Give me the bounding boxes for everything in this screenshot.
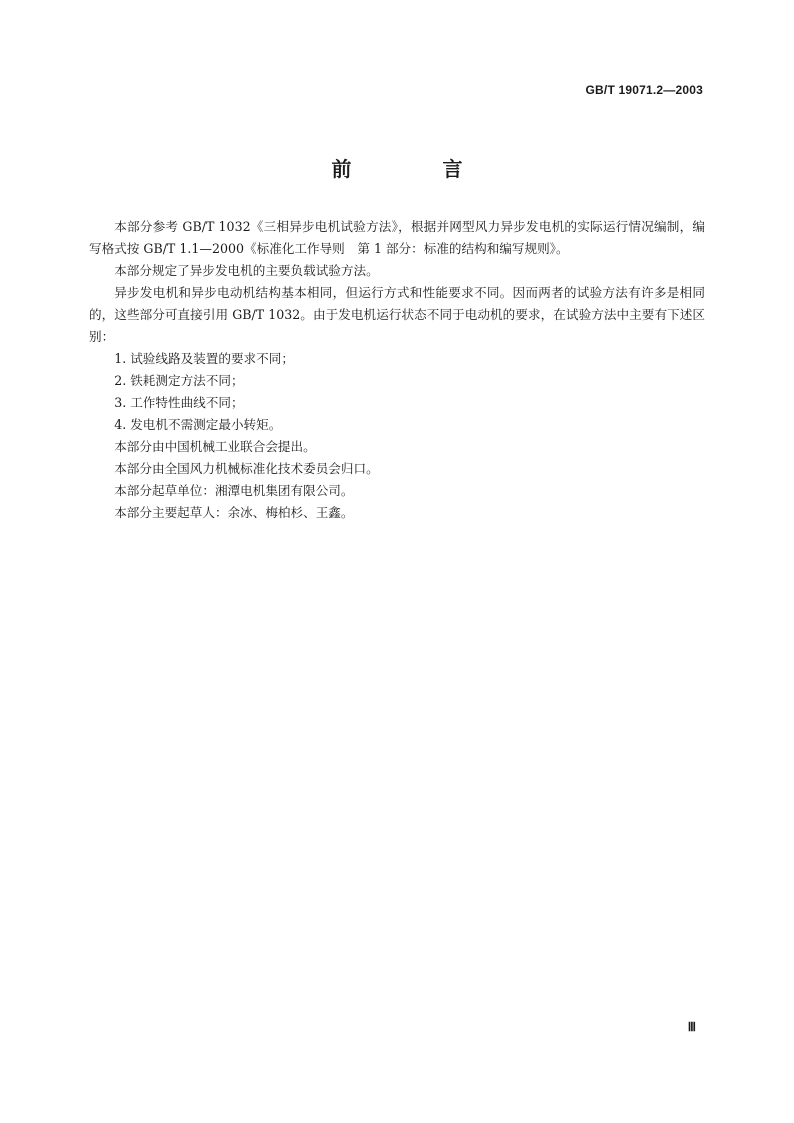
paragraph-proposer: 本部分由中国机械工业联合会提出。 [114, 439, 316, 454]
foreword-body [89, 216, 705, 524]
list-item-difference-2: 2. 铁耗测定方法不同； [114, 373, 244, 388]
page-number: Ⅲ [687, 1020, 696, 1034]
paragraph-drafters: 本部分主要起草人：余冰、梅柏杉、王鑫。 [114, 505, 354, 520]
paragraph-administrator: 本部分由全国风力机械标准化技术委员会归口。 [114, 461, 379, 476]
paragraph-scope: 本部分规定了异步发电机的主要负载试验方法。 [114, 263, 379, 278]
standard-code: GB/T 19071.2—2003 [585, 83, 703, 97]
list-item-difference-3: 3. 工作特性曲线不同； [114, 395, 244, 410]
page-title: 前 言 [331, 157, 505, 181]
paragraph-differences-intro: 异步发电机和异步电动机结构基本相同，但运行方式和性能要求不同。因而两者的试验方法有许多是相同的，这些部分可直接引用 GB/T 1032。由于发电机运行状态不同于电动机的要求，在试验方法中主要有下述区别： [89, 285, 705, 344]
list-item-difference-4: 4. 发电机不需测定最小转矩。 [114, 417, 282, 432]
list-item-difference-1: 1. 试验线路及装置的要求不同； [114, 351, 294, 366]
paragraph-drafting-unit: 本部分起草单位：湘潭电机集团有限公司。 [114, 483, 354, 498]
paragraph-reference: 本部分参考 GB/T 1032《三相异步电机试验方法》，根据并网型风力异步发电机的实际运行情况编制，编写格式按 GB/T 1.1—2000《标准化工作导则 第 1 部分：标准的结构和编写规则》。 [89, 219, 705, 256]
